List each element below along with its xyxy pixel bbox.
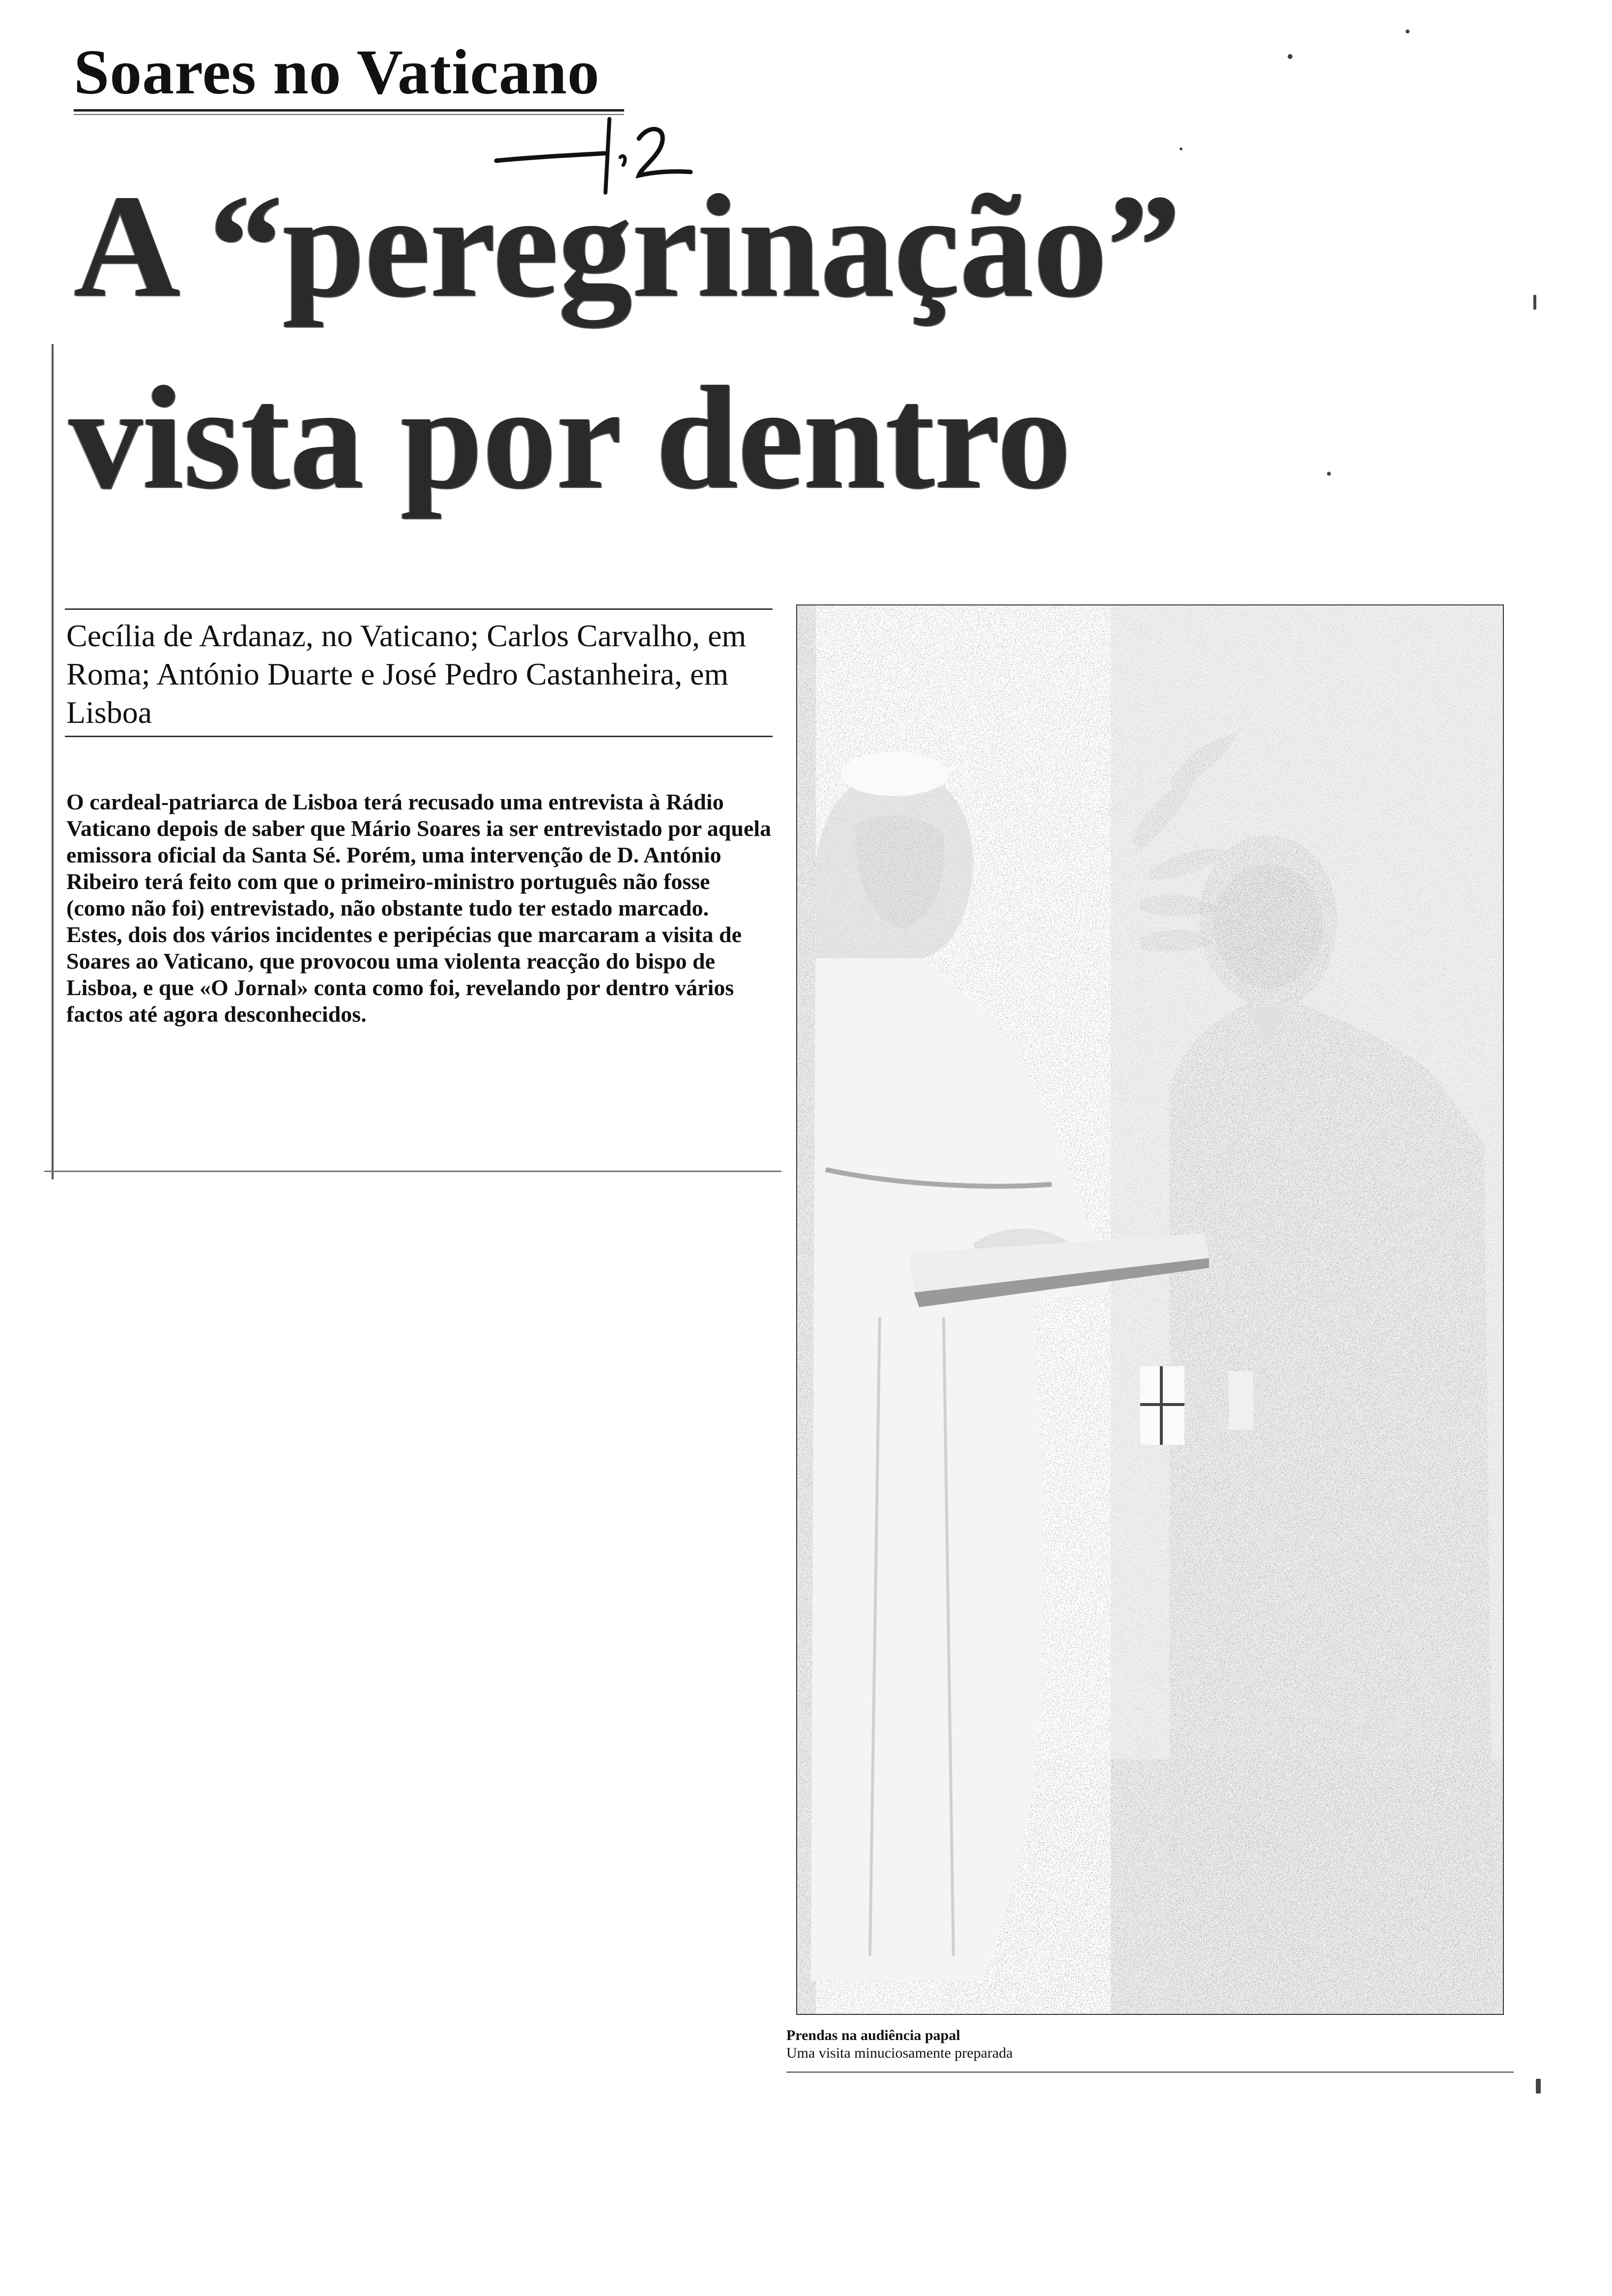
lead-rule xyxy=(44,1171,781,1172)
headline-line-1: A “peregrinação” xyxy=(74,164,1181,327)
headline-line-2: vista por dentro xyxy=(69,356,1071,519)
section-heading: Soares no Vaticano xyxy=(74,37,600,108)
lead-paragraph-1: O cardeal-patriarca de Lisboa terá recusado uma entrevista à Rádio Vaticano depois de saber que Mário Soares ia ser entrevistado por aquela emissora oficial da Santa Sé. Porém, uma intervenção de D. António Ribeiro terá feito com que o primeiro-ministro português não fosse (como não foi) entrevistado, não obstante tudo ter estado marcado. xyxy=(66,789,772,920)
news-photo xyxy=(796,604,1504,2015)
byline: Cecília de Ardanaz, no Vaticano; Carlos Carvalho, em Roma; António Duarte e José Pedro Castanheira, em Lisboa xyxy=(66,618,747,730)
scan-speck xyxy=(1536,2079,1541,2094)
photo-caption-subtitle: Uma visita minuciosamente preparada xyxy=(786,2045,1013,2061)
scan-speck xyxy=(1327,472,1331,476)
lead-paragraph-2: Estes, dois dos vários incidentes e peripécias que marcaram a visita de Soares ao Vaticano, que provocou uma violenta reacção do bispo de Lisboa, e que «O Jornal» conta como foi, revelando por dentro vários factos até agora desconhecidos. xyxy=(66,922,742,1027)
photo-caption-title: Prendas na audiência papal xyxy=(786,2027,960,2043)
column-border xyxy=(52,344,54,1179)
byline-rule-bottom xyxy=(65,736,773,737)
lead-text xyxy=(66,789,774,1028)
scan-speck xyxy=(1533,295,1536,310)
scan-speck xyxy=(1406,29,1410,33)
scan-speck xyxy=(1288,54,1293,59)
scan-speck xyxy=(1180,147,1182,150)
caption-rule xyxy=(786,2071,1514,2073)
section-heading-rule xyxy=(74,109,624,112)
byline-rule-top xyxy=(65,608,773,610)
